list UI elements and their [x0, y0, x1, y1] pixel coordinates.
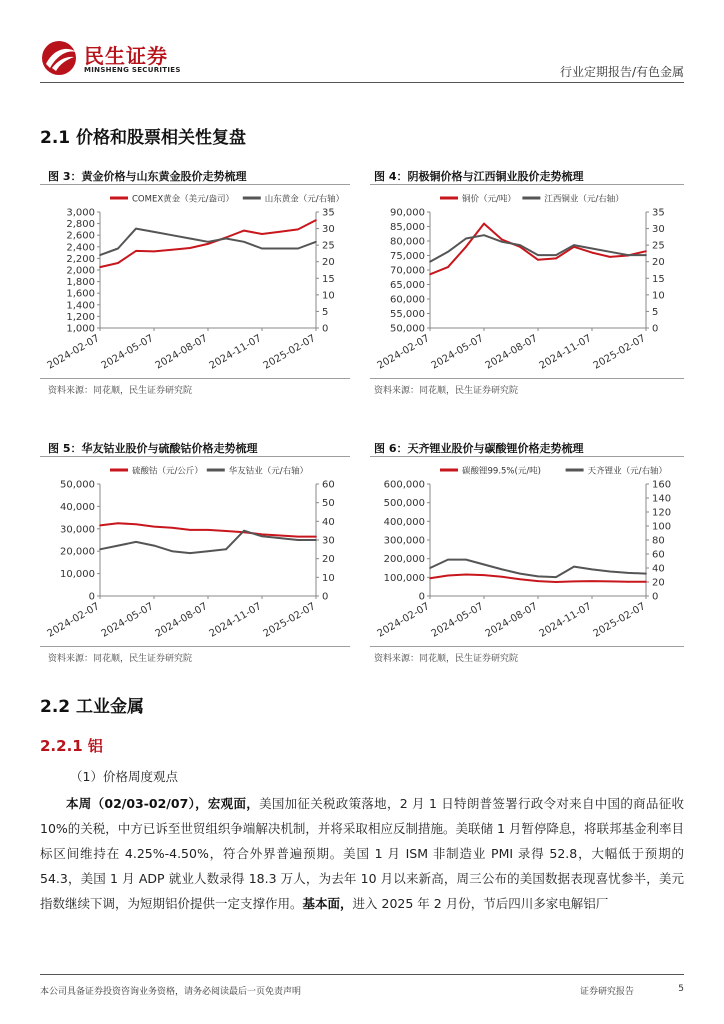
- y-right-tick-label: 5: [322, 306, 329, 318]
- data-point: [501, 576, 503, 578]
- y-left-tick-label: 2,400: [66, 242, 95, 254]
- data-point: [501, 239, 503, 241]
- data-point: [189, 552, 191, 554]
- y-right-tick-label: 35: [322, 207, 335, 219]
- y-right-tick-label: 15: [322, 273, 335, 285]
- y-right-tick-label: 25: [652, 240, 665, 252]
- data-point: [279, 248, 281, 250]
- y-right-tick-label: 30: [322, 224, 335, 236]
- data-point: [297, 539, 299, 541]
- y-right-tick-label: 5: [652, 306, 659, 318]
- y-left-tick-label: 600,000: [383, 479, 425, 491]
- figure-5-bottom-rule: [40, 646, 350, 647]
- data-point: [261, 535, 263, 537]
- data-point: [465, 238, 467, 240]
- y-right-tick-label: 20: [652, 577, 665, 589]
- y-left-tick-label: 100,000: [383, 572, 425, 584]
- figure-3-source: 资料来源：同花顺，民生证券研究院: [48, 386, 193, 396]
- y-left-tick-label: 300,000: [383, 535, 425, 547]
- section-title-2-2: 2.2 工业金属: [40, 697, 145, 717]
- figure-3-rule: [40, 184, 350, 185]
- figure-6-source: 资料来源：同花顺，民生证券研究院: [374, 654, 519, 664]
- y-right-tick-label: 35: [652, 207, 665, 219]
- y-left-tick-label: 50,000: [60, 479, 95, 491]
- data-point: [573, 244, 575, 246]
- brand-logo-icon: [40, 38, 80, 78]
- y-left-tick-label: 1,800: [66, 277, 95, 289]
- data-point: [117, 248, 119, 250]
- header-divider: [40, 82, 684, 83]
- brand-name-cn: 民生证券: [84, 44, 168, 68]
- paragraph-lead-2: 基本面，: [302, 896, 353, 911]
- data-point: [447, 559, 449, 561]
- y-right-tick-label: 30: [652, 224, 665, 236]
- x-tick-label: 2024-02-07: [45, 333, 102, 372]
- data-point: [135, 228, 137, 230]
- y-left-tick-label: 1,200: [66, 311, 95, 323]
- data-point: [483, 564, 485, 566]
- data-point: [171, 234, 173, 236]
- x-tick-label: 2025-02-07: [591, 601, 648, 640]
- x-tick-label: 2024-08-07: [153, 601, 210, 640]
- data-point: [555, 254, 557, 256]
- chart-svg: [40, 186, 354, 378]
- data-point: [99, 266, 101, 268]
- x-tick-label: 2024-02-07: [375, 333, 432, 372]
- x-tick-label: 2024-08-07: [153, 333, 210, 372]
- data-point: [243, 530, 245, 532]
- figure-3-chart: [40, 186, 354, 378]
- data-point: [465, 246, 467, 248]
- y-right-tick-label: 120: [652, 507, 672, 519]
- y-left-tick-label: 65,000: [390, 280, 425, 291]
- y-left-tick-label: 1,600: [66, 288, 95, 300]
- legend-label-1: 华友钴业（元/右轴）: [228, 466, 309, 477]
- data-point: [261, 534, 263, 536]
- y-right-tick-label: 80: [652, 535, 665, 547]
- data-point: [573, 566, 575, 568]
- data-point: [537, 580, 539, 582]
- data-point: [627, 572, 629, 574]
- data-point: [99, 525, 101, 527]
- paragraph-lead: 本周（02/03-02/07），宏观面，: [66, 796, 260, 811]
- body-paragraph: [40, 791, 684, 916]
- data-point: [645, 254, 647, 256]
- data-point: [591, 248, 593, 250]
- data-point: [537, 259, 539, 261]
- data-point: [297, 536, 299, 538]
- x-tick-label: 2024-05-07: [429, 333, 486, 372]
- data-point: [279, 535, 281, 537]
- data-point: [99, 549, 101, 551]
- data-point: [243, 241, 245, 243]
- data-point: [429, 577, 431, 579]
- data-point: [591, 580, 593, 582]
- y-left-tick-label: 3,000: [66, 207, 95, 219]
- data-point: [591, 252, 593, 254]
- data-point: [537, 254, 539, 256]
- y-right-tick-label: 40: [322, 516, 335, 528]
- data-point: [429, 567, 431, 569]
- figure-3-title: 图 3：黄金价格与山东黄金股价走势梳理: [48, 170, 247, 183]
- x-tick-label: 2024-05-07: [429, 601, 486, 640]
- data-point: [645, 573, 647, 575]
- y-left-tick-label: 2,600: [66, 230, 95, 242]
- legend-label-1: 天齐锂业（元/右轴）: [587, 466, 667, 477]
- chart-svg: [40, 458, 354, 646]
- data-point: [153, 526, 155, 528]
- data-point: [171, 550, 173, 552]
- x-tick-label: 2024-11-07: [537, 333, 594, 372]
- y-left-tick-label: 55,000: [390, 309, 425, 320]
- footer-disclaimer: 本公司具备证券投资咨询业务资格，请务必阅读最后一页免责声明: [40, 987, 302, 997]
- data-point: [483, 223, 485, 225]
- y-left-tick-label: 400,000: [383, 516, 425, 528]
- data-point: [243, 230, 245, 232]
- footer-doc-type: 证券研究报告: [579, 987, 634, 997]
- figure-5-source: 资料来源：同花顺，民生证券研究院: [48, 654, 193, 664]
- figure-5-chart: [40, 458, 354, 646]
- x-tick-label: 2024-11-07: [537, 601, 594, 640]
- y-right-tick-label: 30: [322, 535, 335, 547]
- y-left-tick-label: 85,000: [390, 222, 425, 233]
- data-point: [225, 530, 227, 532]
- y-left-tick-label: 2,800: [66, 219, 95, 231]
- data-point: [537, 576, 539, 578]
- y-right-tick-label: 15: [652, 273, 665, 285]
- y-left-tick-label: 75,000: [390, 251, 425, 262]
- data-point: [609, 256, 611, 258]
- data-point: [261, 233, 263, 235]
- x-tick-label: 2024-11-07: [207, 333, 264, 372]
- data-point: [117, 522, 119, 524]
- data-point: [171, 249, 173, 251]
- report-type: 行业定期报告/有色金属: [559, 65, 684, 79]
- data-point: [297, 229, 299, 231]
- data-point: [99, 254, 101, 256]
- data-point: [279, 537, 281, 539]
- data-point: [627, 581, 629, 583]
- y-right-tick-label: 50: [322, 498, 335, 510]
- data-point: [645, 250, 647, 252]
- data-point: [207, 243, 209, 245]
- y-left-tick-label: 500,000: [383, 498, 425, 510]
- data-point: [519, 578, 521, 580]
- data-point: [153, 251, 155, 253]
- figure-6-rule: [370, 456, 684, 457]
- data-point: [573, 581, 575, 583]
- page-number: 5: [678, 984, 684, 994]
- data-point: [135, 250, 137, 252]
- y-left-tick-label: 2,200: [66, 253, 95, 265]
- data-point: [189, 238, 191, 240]
- data-point: [447, 266, 449, 268]
- data-point: [315, 219, 317, 221]
- data-point: [207, 529, 209, 531]
- y-left-tick-label: 30,000: [60, 524, 95, 536]
- y-right-tick-label: 40: [652, 563, 665, 575]
- data-point: [315, 539, 317, 541]
- legend-label-0: 铜价（元/吨）: [462, 194, 516, 205]
- figure-4-title: 图 4：阴极铜价格与江西铜业股价走势梳理: [374, 170, 584, 183]
- x-tick-label: 2024-08-07: [483, 601, 540, 640]
- data-point: [609, 251, 611, 253]
- data-point: [135, 541, 137, 543]
- x-tick-label: 2024-11-07: [207, 601, 264, 640]
- figure-4-source: 资料来源：同花顺，民生证券研究院: [374, 386, 519, 396]
- section-title-2-1: 2.1 价格和股票相关性复盘: [40, 128, 247, 148]
- y-left-tick-label: 40,000: [60, 501, 95, 513]
- y-right-tick-label: 10: [322, 290, 335, 302]
- data-point: [261, 248, 263, 250]
- y-right-tick-label: 20: [322, 554, 335, 566]
- y-right-tick-label: 10: [322, 572, 335, 584]
- data-point: [225, 238, 227, 240]
- data-point: [555, 258, 557, 260]
- brand-name-en: MINSHENG SECURITIES: [84, 66, 181, 74]
- y-left-tick-label: 0: [418, 591, 425, 603]
- figure-6-bottom-rule: [370, 646, 684, 647]
- y-left-tick-label: 90,000: [390, 207, 425, 219]
- figure-3-bottom-rule: [40, 378, 350, 379]
- y-left-tick-label: 1,000: [66, 323, 95, 335]
- data-point: [447, 251, 449, 253]
- y-left-tick-label: 50,000: [390, 323, 425, 335]
- data-point: [555, 581, 557, 583]
- x-tick-label: 2025-02-07: [591, 333, 648, 372]
- data-point: [297, 248, 299, 250]
- data-point: [465, 559, 467, 561]
- legend-label-0: 硫酸钴（元/公斤）: [132, 466, 203, 477]
- data-point: [429, 261, 431, 263]
- list-item-heading: （1）价格周度观点: [70, 769, 178, 784]
- y-right-tick-label: 0: [652, 323, 659, 335]
- y-right-tick-label: 60: [652, 549, 665, 561]
- data-point: [279, 231, 281, 233]
- x-tick-label: 2024-08-07: [483, 333, 540, 372]
- x-tick-label: 2024-02-07: [375, 601, 432, 640]
- data-point: [429, 274, 431, 276]
- data-point: [225, 549, 227, 551]
- y-right-tick-label: 0: [322, 323, 329, 335]
- figure-4-chart: [370, 186, 684, 378]
- figure-4-bottom-rule: [370, 378, 684, 379]
- y-left-tick-label: 70,000: [390, 265, 425, 277]
- y-left-tick-label: 10,000: [60, 569, 95, 581]
- data-point: [447, 575, 449, 577]
- y-left-tick-label: 0: [88, 591, 95, 603]
- paragraph-text-2: 进入 2025 年 2 月份，节后四川多家电解铝厂: [352, 896, 609, 911]
- y-left-tick-label: 60,000: [390, 294, 425, 306]
- y-right-tick-label: 100: [652, 521, 672, 533]
- data-point: [315, 241, 317, 243]
- data-point: [207, 241, 209, 243]
- chart-svg: [370, 458, 684, 646]
- x-tick-label: 2025-02-07: [261, 333, 318, 372]
- x-tick-label: 2025-02-07: [261, 601, 318, 640]
- data-point: [501, 241, 503, 243]
- data-point: [483, 234, 485, 236]
- data-point: [555, 576, 557, 578]
- data-point: [609, 581, 611, 583]
- y-right-tick-label: 160: [652, 479, 672, 491]
- y-right-tick-label: 20: [322, 257, 335, 269]
- y-left-tick-label: 1,400: [66, 300, 95, 312]
- series-line-0: [430, 224, 646, 275]
- data-point: [135, 524, 137, 526]
- legend-label-1: 江西铜业（元/右轴）: [544, 194, 624, 205]
- y-right-tick-label: 0: [652, 591, 659, 603]
- y-left-tick-label: 200,000: [383, 554, 425, 566]
- data-point: [627, 254, 629, 256]
- data-point: [207, 550, 209, 552]
- data-point: [153, 545, 155, 547]
- paragraph-text-1: 美国加征关税政策落地，2 月 1 日特朗普签署行政令对来自中国的商品征收 10%的关税，中方已诉至世贸组织争端解决机制，并将采取相应反制措施。美联储 1 月暂停降息，将联邦基金利率目标区间维持在 4.25%-4.50%，符合外界普遍预期。美国 1 月 ISM 非制造业 PMI 录得 52.8，大幅低于预期的 54.3，美国 1 月 ADP 就业人数录得 18.3 万人，为去年 10 月以来新高，周三公布的美国数据表现喜忧参半，美元指数继续下调，为短期铝价提供一定支撑作用。: [40, 796, 684, 911]
- data-point: [609, 571, 611, 573]
- y-right-tick-label: 0: [322, 591, 329, 603]
- figure-5-rule: [40, 456, 350, 457]
- x-tick-label: 2024-05-07: [99, 601, 156, 640]
- data-point: [117, 262, 119, 264]
- y-left-tick-label: 2,000: [66, 265, 95, 277]
- figure-6-chart: [370, 458, 684, 646]
- x-tick-label: 2024-02-07: [45, 601, 102, 640]
- figure-4-rule: [370, 184, 684, 185]
- data-point: [117, 545, 119, 547]
- legend-label-0: COMEX黄金（美元/盎司）: [132, 194, 235, 205]
- y-right-tick-label: 25: [322, 240, 335, 252]
- legend-label-0: 碳酸锂99.5%(元/吨): [462, 466, 541, 477]
- data-point: [645, 581, 647, 583]
- data-point: [591, 569, 593, 571]
- data-point: [519, 244, 521, 246]
- x-tick-label: 2024-05-07: [99, 333, 156, 372]
- data-point: [153, 231, 155, 233]
- footer-divider: [40, 974, 684, 975]
- data-point: [519, 573, 521, 575]
- y-right-tick-label: 140: [652, 493, 672, 505]
- y-right-tick-label: 10: [652, 290, 665, 302]
- data-point: [189, 247, 191, 249]
- legend-label-1: 山东黄金（元/右轴）: [264, 194, 345, 205]
- data-point: [501, 569, 503, 571]
- y-right-tick-label: 20: [652, 257, 665, 269]
- figure-6-title: 图 6：天齐锂业股价与碳酸锂价格走势梳理: [374, 442, 584, 455]
- data-point: [315, 536, 317, 538]
- figure-5-title: 图 5：华友钴业股价与硫酸钴价格走势梳理: [48, 442, 258, 455]
- y-left-tick-label: 20,000: [60, 546, 95, 558]
- data-point: [189, 529, 191, 531]
- data-point: [483, 574, 485, 576]
- y-left-tick-label: 80,000: [390, 236, 425, 248]
- chart-svg: [370, 186, 684, 378]
- y-right-tick-label: 60: [322, 479, 335, 491]
- series-line-1: [430, 235, 646, 262]
- data-point: [465, 574, 467, 576]
- subsection-title-2-2-1: 2.2.1 铝: [40, 737, 103, 755]
- series-line-1: [100, 531, 316, 553]
- data-point: [171, 527, 173, 529]
